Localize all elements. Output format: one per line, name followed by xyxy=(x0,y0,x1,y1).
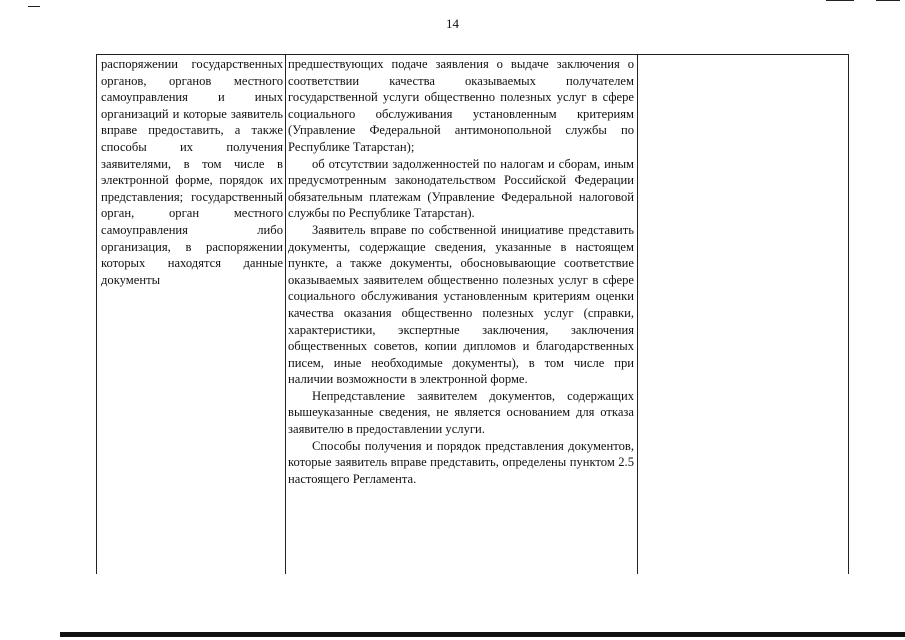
table-column-divider-1 xyxy=(285,54,286,574)
table-right-border xyxy=(848,54,849,574)
scan-mark-left xyxy=(28,6,40,7)
paragraph-3: Заявитель вправе по собственной инициативе представить документы, содержащие сведения, указанные в настоящем пункте, а также документы, обосновывающие соответствие оказываемых заявителем общественно полезных услуг в сфере социального обслуживания установленным критериям оценки качества оказания общественно полезных услуг (справки, характеристики, экспертные заключения, заключения общественных советов, копии дипломов и благодарственных писем, иные необходимые документы), в том числе при наличии возможности в электронной форме. xyxy=(288,222,634,387)
paragraph-1: предшествующих подаче заявления о выдаче заключения о соответствии качества оказываемых получателем государственной услуги общественно полезных услуг в сфере социального обслуживания установленным критериям (Управление Федеральной антимонопольной службы по Республике Татарстан); xyxy=(288,57,634,154)
table-top-border xyxy=(96,54,848,55)
paragraph-2: об отсутствии задолженностей по налогам и сборам, иным предусмотренным законодательством Российской Федерации обязательным платежам (Управление Федеральной налоговой службы по Республике Татарстан). xyxy=(288,156,634,221)
table-left-border xyxy=(96,54,97,574)
cell-text: распоряжении государственных органов, органов местного самоуправления и иных организаций и которые заявитель вправе предоставить, а также способы их получения заявителями, в том числе в электронной форме, порядок их представления; государственный орган, орган местного самоуправления либо организация, в распоряжении которых находятся данные документы xyxy=(101,57,283,287)
scan-mark-right-1 xyxy=(826,0,854,1)
scan-mark-right-2 xyxy=(876,0,900,1)
page-number: 14 xyxy=(446,16,459,31)
table-cell-document-sources xyxy=(101,56,283,288)
table-cell-document-list xyxy=(288,56,634,487)
paragraph-4: Непредставление заявителем документов, содержащих вышеуказанные сведения, не является основанием для отказа заявителю в предоставлении услуги. xyxy=(288,388,634,437)
table-column-divider-2 xyxy=(637,54,638,574)
scan-bottom-edge xyxy=(60,632,905,637)
paragraph-5: Способы получения и порядок представления документов, которые заявитель вправе представить, определены пунктом 2.5 настоящего Регламента. xyxy=(288,438,634,486)
